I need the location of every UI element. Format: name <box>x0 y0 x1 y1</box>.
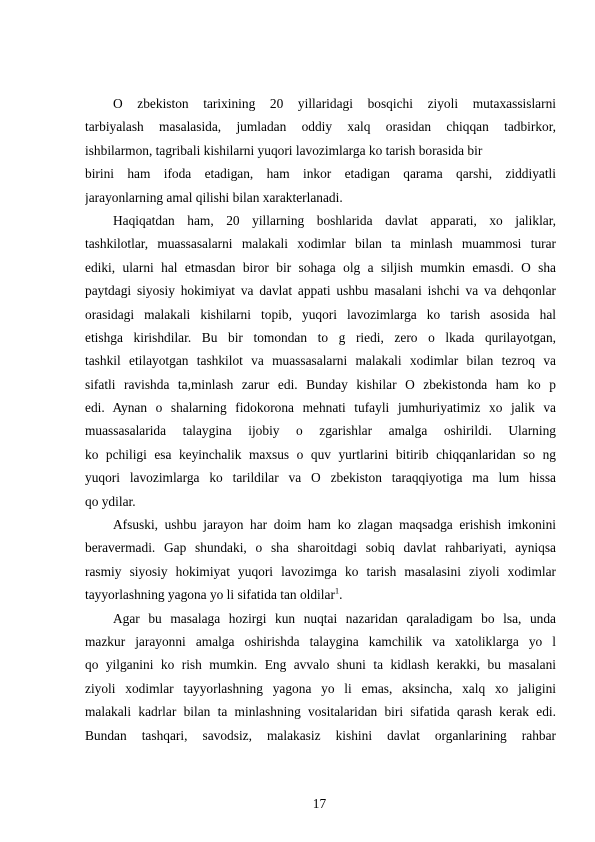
text-line-content: qo yilganini ko rish mumkin. Eng avvalo shuni ta kidlash kerakki, bu masalani <box>85 657 556 673</box>
footnote-reference[interactable]: 1 <box>334 585 340 596</box>
text-line-content: tayyorlashning yagona yo li sifatida tan oldilar <box>85 587 335 603</box>
text-line <box>85 583 556 606</box>
text-line <box>85 349 556 372</box>
text-line <box>85 700 556 723</box>
text-line-content: sifatli ravishda ta,minlash zarur edi. Bunday kishilar O zbekistonda ham ko p <box>85 376 556 392</box>
text-line <box>85 303 556 326</box>
text-line-content: Bundan tashqari, savodsiz, malakasiz kishini davlat organlarining rahbar <box>85 727 556 743</box>
text-line <box>85 256 556 279</box>
text-line-content: orasidagi malakali kishilarni topib, yuqori lavozimlarga ko tarish asosida hal <box>85 306 556 322</box>
text-line-content: mazkur jarayonni amalga oshirishda talaygina kamchilik va xatoliklarga yo l <box>85 633 556 649</box>
text-line-content: ko pchiligi esa keyinchalik maxsus o quv yurtlarini bitirib chiqqanlaridan so ng <box>85 446 556 462</box>
text-line <box>85 209 556 232</box>
text-line-content: paytdagi siyosiy hokimiyat va davlat appati ushbu masalani ishchi va va dehqonlar <box>85 283 556 299</box>
text-line <box>85 92 556 115</box>
text-line-content: ishbilarmon, tagribali kishilarni yuqori lavozimlarga ko tarish borasida bir <box>85 142 483 158</box>
text-line <box>85 630 556 653</box>
text-line-content: qo ydilar. <box>85 493 136 509</box>
text-line-content: Haqiqatdan ham, 20 yillarning boshlarida davlat apparati, xo jaliklar, <box>113 212 556 228</box>
text-line-content: tashkilotlar, muassasalarni malakali xodimlar bilan ta minlash muammosi turar <box>85 236 556 252</box>
text-line-content: beravermadi. Gap shundaki, o sha sharoitdagi sobiq davlat rahbariyati, ayniqsa <box>85 540 556 556</box>
body-text <box>85 92 556 747</box>
text-line-content: ediki, ularni hal etmasdan biror bir sohaga olg a siljish mumkin emasdi. O sha <box>85 259 556 275</box>
text-line <box>85 607 556 630</box>
text-line <box>85 466 556 489</box>
text-line <box>85 677 556 700</box>
text-line <box>85 443 556 466</box>
text-line <box>85 279 556 302</box>
text-line <box>85 186 556 209</box>
text-line <box>85 560 556 583</box>
text-line-content: O zbekiston tarixining 20 yillaridagi bosqichi ziyoli mutaxassislarni <box>113 96 556 111</box>
text-line <box>85 162 556 185</box>
text-line <box>85 373 556 396</box>
text-line <box>85 653 556 676</box>
text-line-tail: . <box>339 587 343 603</box>
text-line-content: edi. Aynan o shalarning fidokorona mehnati tufayli jumhuriyatimiz xo jalik va <box>85 400 556 416</box>
text-line <box>85 419 556 442</box>
text-line-content: etishga kirishdilar. Bu bir tomondan to g riedi, zero o lkada qurilayotgan, <box>85 329 556 345</box>
text-line-content: tashkil etilayotgan tashkilot va muassasalarni malakali xodimlar bilan tezroq va <box>85 353 556 369</box>
text-line <box>85 724 556 747</box>
text-line <box>85 513 556 536</box>
text-line <box>85 536 556 559</box>
text-line-content: ziyoli xodimlar tayyorlashning yagona yo li emas, aksincha, xalq xo jaligini <box>85 680 556 696</box>
text-line-content: rasmiy siyosiy hokimiyat yuqori lavozimga ko tarish masalasini ziyoli xodimlar <box>85 563 556 579</box>
text-line-content: malakali kadrlar bilan ta minlashning vositalaridan biri sifatida qarash kerak edi. <box>85 704 556 720</box>
text-line-content: birini ham ifoda etadigan, ham inkor etadigan qarama qarshi, ziddiyatli <box>85 166 556 182</box>
text-line <box>85 139 556 162</box>
text-line-content: yuqori lavozimlarga ko tarildilar va O zbekiston taraqqiyotiga ma lum hissa <box>85 470 556 486</box>
text-line-content: Agar bu masalaga hozirgi kun nuqtai nazaridan qaraladigam bo lsa, unda <box>113 610 556 626</box>
text-line <box>85 326 556 349</box>
page-number: 17 <box>312 796 327 811</box>
text-line-content: muassasalarida talaygina ijobiy o zgarishlar amalga oshirildi. Ularning <box>85 423 556 439</box>
text-line <box>85 490 556 513</box>
text-line <box>85 115 556 138</box>
text-line-content: Afsuski, ushbu jarayon har doim ham ko zlagan maqsadga erishish imkonini <box>113 517 556 533</box>
text-line-content: tarbiyalash masalasida, jumladan oddiy xalq orasidan chiqqan tadbirkor, <box>85 119 556 135</box>
text-line-content: jarayonlarning amal qilishi bilan xarakterlanadi. <box>85 189 343 205</box>
text-line <box>85 232 556 255</box>
text-line <box>85 396 556 419</box>
